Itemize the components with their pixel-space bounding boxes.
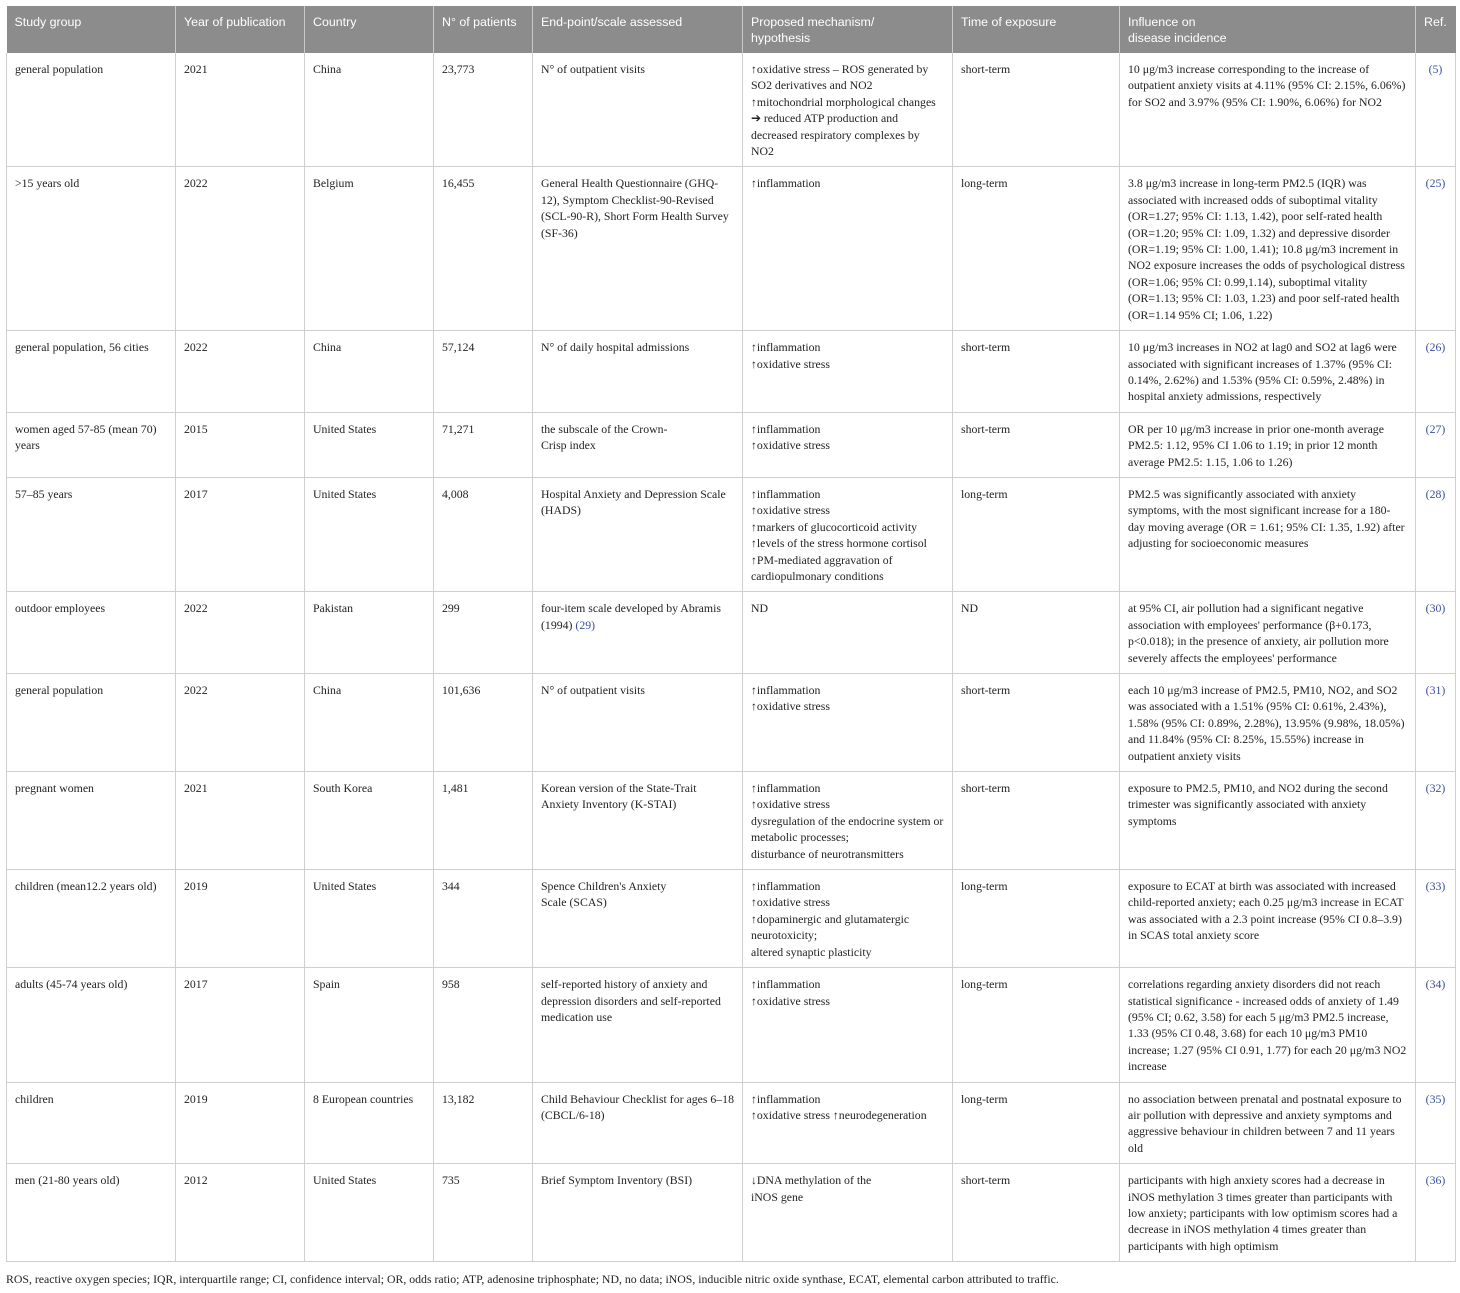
table-footnote: ROS, reactive oxygen species; IQR, interquartile range; CI, confidence interval; OR, odds ratio; ATP, adenosine triphosphate; ND, no data; iNOS, inducible nitric oxide synthase, ECAT, elemental carbon attributed to traffic. [6, 1272, 1059, 1286]
cell-study-group: general population [7, 674, 176, 772]
cell-ref[interactable]: (26) [1416, 331, 1456, 413]
cell-endpoint: Korean version of the State-Trait Anxiety Inventory (K-STAI) [533, 772, 743, 870]
column-header-influence: Influence on disease incidence [1120, 6, 1416, 53]
cell-exposure-time: short-term [953, 1164, 1120, 1262]
cell-influence: no association between prenatal and postnatal exposure to air pollution with depressive and anxiety symptoms and aggressive behaviour in children between 7 and 11 years old [1120, 1082, 1416, 1164]
table-row [7, 412, 1456, 477]
cell-year: 2021 [176, 53, 305, 167]
cell-ref[interactable]: (27) [1416, 412, 1456, 477]
cell-year: 2019 [176, 870, 305, 968]
cell-patients: 13,182 [434, 1082, 533, 1164]
column-header-endpoint: End-point/scale assessed [533, 6, 743, 53]
cell-influence: 10 μg/m3 increase corresponding to the increase of outpatient anxiety visits at 4.11% (95% CI: 2.15%, 6.06%) for SO2 and 3.97% (95% CI: 1.90%, 6.06%) for NO2 [1120, 53, 1416, 167]
cell-study-group: general population, 56 cities [7, 331, 176, 413]
cell-country: China [305, 53, 434, 167]
column-header-patients: N° of patients [434, 6, 533, 53]
cell-exposure-time: short-term [953, 412, 1120, 477]
cell-study-group: >15 years old [7, 167, 176, 331]
cell-country: China [305, 331, 434, 413]
cell-exposure-time: short-term [953, 674, 1120, 772]
cell-influence: correlations regarding anxiety disorders did not reach statistical significance - increased odds of anxiety of 1.49 (95% CI; 0.62, 3.58) for each 5 μg/m3 PM2.5 increase, 1.33 (95% CI 0.48, 3.68) for each 10 μg/m3 PM10 increase; 1.27 (95% CI 0.91, 1.77) for each 20 μg/m3 NO2 increase [1120, 968, 1416, 1082]
cell-endpoint: Hospital Anxiety and Depression Scale (HADS) [533, 477, 743, 591]
cell-ref[interactable]: (35) [1416, 1082, 1456, 1164]
cell-year: 2022 [176, 167, 305, 331]
column-header-year: Year of publication [176, 6, 305, 53]
cell-influence: each 10 μg/m3 increase of PM2.5, PM10, NO2, and SO2 was associated with a 1.51% (95% CI: 0.61%, 2.43%), 1.58% (95% CI: 0.89%, 2.28%), 13.95% (9.98%, 18.05%) and 11.84% (95% CI: 8.25%, 15.55%) increase in outpatient anxiety visits [1120, 674, 1416, 772]
cell-patients: 57,124 [434, 331, 533, 413]
cell-study-group: adults (45-74 years old) [7, 968, 176, 1082]
cell-mechanism: ND [743, 592, 953, 674]
cell-study-group: pregnant women [7, 772, 176, 870]
cell-influence: 10 μg/m3 increases in NO2 at lag0 and SO2 at lag6 were associated with significant increases of 1.37% (95% CI: 0.14%, 2.62%) and 1.53% (95% CI: 0.59%, 2.48%) in hospital anxiety admissions, respectively [1120, 331, 1416, 413]
cell-ref[interactable]: (32) [1416, 772, 1456, 870]
cell-mechanism: ↓DNA methylation of the iNOS gene [743, 1164, 953, 1262]
column-header-exposure-time: Time of exposure [953, 6, 1120, 53]
cell-country: United States [305, 870, 434, 968]
cell-country: China [305, 674, 434, 772]
column-header-mechanism: Proposed mechanism/ hypothesis [743, 6, 953, 53]
cell-mechanism: ↑inflammation ↑oxidative stress ↑markers of glucocorticoid activity ↑levels of the stress hormone cortisol ↑PM-mediated aggravation of cardiopulmonary conditions [743, 477, 953, 591]
cell-exposure-time: long-term [953, 167, 1120, 331]
cell-patients: 1,481 [434, 772, 533, 870]
cell-endpoint: N° of outpatient visits [533, 53, 743, 167]
cell-mechanism: ↑inflammation ↑oxidative stress ↑dopaminergic and glutamatergic neurotoxicity; altered synaptic plasticity [743, 870, 953, 968]
cell-exposure-time: long-term [953, 1082, 1120, 1164]
cell-ref[interactable]: (33) [1416, 870, 1456, 968]
cell-country: Pakistan [305, 592, 434, 674]
column-header-country: Country [305, 6, 434, 53]
cell-patients: 16,455 [434, 167, 533, 331]
cell-mechanism: ↑inflammation ↑oxidative stress [743, 674, 953, 772]
table-row [7, 477, 1456, 591]
cell-mechanism: ↑inflammation ↑oxidative stress ↑neurodegeneration [743, 1082, 953, 1164]
cell-influence: PM2.5 was significantly associated with anxiety symptoms, with the most significant increase for a 180-day moving average (OR = 1.61; 95% CI: 1.35, 1.92) after adjusting for socioeconomic measures [1120, 477, 1416, 591]
cell-country: Spain [305, 968, 434, 1082]
table-row [7, 870, 1456, 968]
table-row [7, 1082, 1456, 1164]
table-row [7, 167, 1456, 331]
cell-exposure-time: ND [953, 592, 1120, 674]
cell-patients: 4,008 [434, 477, 533, 591]
cell-year: 2019 [176, 1082, 305, 1164]
cell-country: South Korea [305, 772, 434, 870]
table-row [7, 592, 1456, 674]
cell-influence: exposure to ECAT at birth was associated with increased child-reported anxiety; each 0.25 μg/m3 increase in ECAT was associated with a 2.3 point increase (95% CI 0.8–3.9) in SCAS total anxiety score [1120, 870, 1416, 968]
cell-ref[interactable]: (28) [1416, 477, 1456, 591]
cell-mechanism: ↑inflammation ↑oxidative stress [743, 331, 953, 413]
cell-country: Belgium [305, 167, 434, 331]
cell-ref[interactable]: (30) [1416, 592, 1456, 674]
cell-study-group: outdoor employees [7, 592, 176, 674]
cell-country: 8 European countries [305, 1082, 434, 1164]
cell-study-group: children [7, 1082, 176, 1164]
cell-endpoint [533, 592, 743, 674]
cell-mechanism: ↑oxidative stress – ROS generated by SO2 derivatives and NO2 ↑mitochondrial morphological changes ➔ reduced ATP production and decreased respiratory complexes by NO2 [743, 53, 953, 167]
cell-endpoint: Spence Children's Anxiety Scale (SCAS) [533, 870, 743, 968]
table-row [7, 772, 1456, 870]
cell-exposure-time: long-term [953, 968, 1120, 1082]
cell-ref[interactable]: (31) [1416, 674, 1456, 772]
cell-country: United States [305, 477, 434, 591]
cell-patients: 735 [434, 1164, 533, 1262]
table-row [7, 1164, 1456, 1262]
table-row [7, 331, 1456, 413]
cell-year: 2012 [176, 1164, 305, 1262]
cell-exposure-time: short-term [953, 772, 1120, 870]
cell-endpoint: self-reported history of anxiety and depression disorders and self-reported medication use [533, 968, 743, 1082]
table-row [7, 53, 1456, 167]
cell-study-group: 57–85 years [7, 477, 176, 591]
cell-country: United States [305, 1164, 434, 1262]
cell-year: 2015 [176, 412, 305, 477]
header-row [7, 6, 1456, 53]
cell-endpoint: Child Behaviour Checklist for ages 6–18 (CBCL/6-18) [533, 1082, 743, 1164]
cell-patients: 344 [434, 870, 533, 968]
cell-ref[interactable]: (5) [1416, 53, 1456, 167]
cell-endpoint: Brief Symptom Inventory (BSI) [533, 1164, 743, 1262]
cell-exposure-time: short-term [953, 331, 1120, 413]
cell-year: 2017 [176, 968, 305, 1082]
cell-study-group: women aged 57-85 (mean 70) years [7, 412, 176, 477]
cell-influence: OR per 10 μg/m3 increase in prior one-month average PM2.5: 1.12, 95% CI 1.06 to 1.19; in prior 12 month average PM2.5: 1.15, 1.06 to 1.26) [1120, 412, 1416, 477]
inline-reference-link[interactable]: (29) [575, 617, 596, 632]
cell-mechanism: ↑inflammation ↑oxidative stress [743, 412, 953, 477]
cell-year: 2022 [176, 331, 305, 413]
cell-patients: 299 [434, 592, 533, 674]
cell-endpoint: the subscale of the Crown- Crisp index [533, 412, 743, 477]
cell-study-group: children (mean12.2 years old) [7, 870, 176, 968]
cell-country: United States [305, 412, 434, 477]
cell-patients: 23,773 [434, 53, 533, 167]
cell-endpoint: N° of outpatient visits [533, 674, 743, 772]
cell-patients: 101,636 [434, 674, 533, 772]
cell-study-group: general population [7, 53, 176, 167]
cell-patients: 71,271 [434, 412, 533, 477]
column-header-ref: Ref. [1416, 6, 1456, 53]
cell-study-group: men (21-80 years old) [7, 1164, 176, 1262]
cell-year: 2017 [176, 477, 305, 591]
cell-endpoint: General Health Questionnaire (GHQ-12), Symptom Checklist-90-Revised (SCL-90-R), Short Form Health Survey (SF-36) [533, 167, 743, 331]
table-row [7, 674, 1456, 772]
column-header-study-group: Study group [7, 6, 176, 53]
cell-year: 2022 [176, 674, 305, 772]
cell-year: 2022 [176, 592, 305, 674]
cell-year: 2021 [176, 772, 305, 870]
cell-mechanism: ↑inflammation ↑oxidative stress [743, 968, 953, 1082]
cell-influence: at 95% CI, air pollution had a significant negative association with employees' performance (β+0.173, p<0.018); in the presence of anxiety, air pollution more severely affects the employees' performance [1120, 592, 1416, 674]
cell-influence: participants with high anxiety scores had a decrease in iNOS methylation 3 times greater than participants with low anxiety; participants with low optimism scores had a decrease in iNOS methylation 4 times greater than participants with high optimism [1120, 1164, 1416, 1262]
cell-ref[interactable]: (34) [1416, 968, 1456, 1082]
cell-influence: exposure to PM2.5, PM10, and NO2 during the second trimester was significantly associated with anxiety symptoms [1120, 772, 1416, 870]
study-table [6, 6, 1456, 1262]
cell-endpoint-text: four-item scale developed by Abramis (1994) [541, 601, 721, 632]
cell-exposure-time: short-term [953, 53, 1120, 167]
cell-endpoint: N° of daily hospital admissions [533, 331, 743, 413]
cell-mechanism: ↑inflammation ↑oxidative stress dysregulation of the endocrine system or metabolic processes; disturbance of neurotransmitters [743, 772, 953, 870]
cell-exposure-time: long-term [953, 870, 1120, 968]
cell-mechanism: ↑inflammation [743, 167, 953, 331]
cell-ref[interactable]: (25) [1416, 167, 1456, 331]
cell-ref[interactable]: (36) [1416, 1164, 1456, 1262]
cell-patients: 958 [434, 968, 533, 1082]
cell-exposure-time: long-term [953, 477, 1120, 591]
table-row [7, 968, 1456, 1082]
cell-influence: 3.8 μg/m3 increase in long-term PM2.5 (IQR) was associated with increased odds of suboptimal vitality (OR=1.27; 95% CI: 1.13, 1.42), poor self-rated health (OR=1.20; 95% CI: 1.09, 1.32) and depressive disorder (OR=1.19; 95% CI: 1.00, 1.41); 10.8 μg/m3 increment in NO2 exposure increases the odds of psychological distress (OR=1.06; 95% CI: 0.99,1.14), suboptimal vitality (OR=1.13; 95% CI: 1.03, 1.23) and poor self-rated health (OR=1.14 95% CI; 1.06, 1.22) [1120, 167, 1416, 331]
